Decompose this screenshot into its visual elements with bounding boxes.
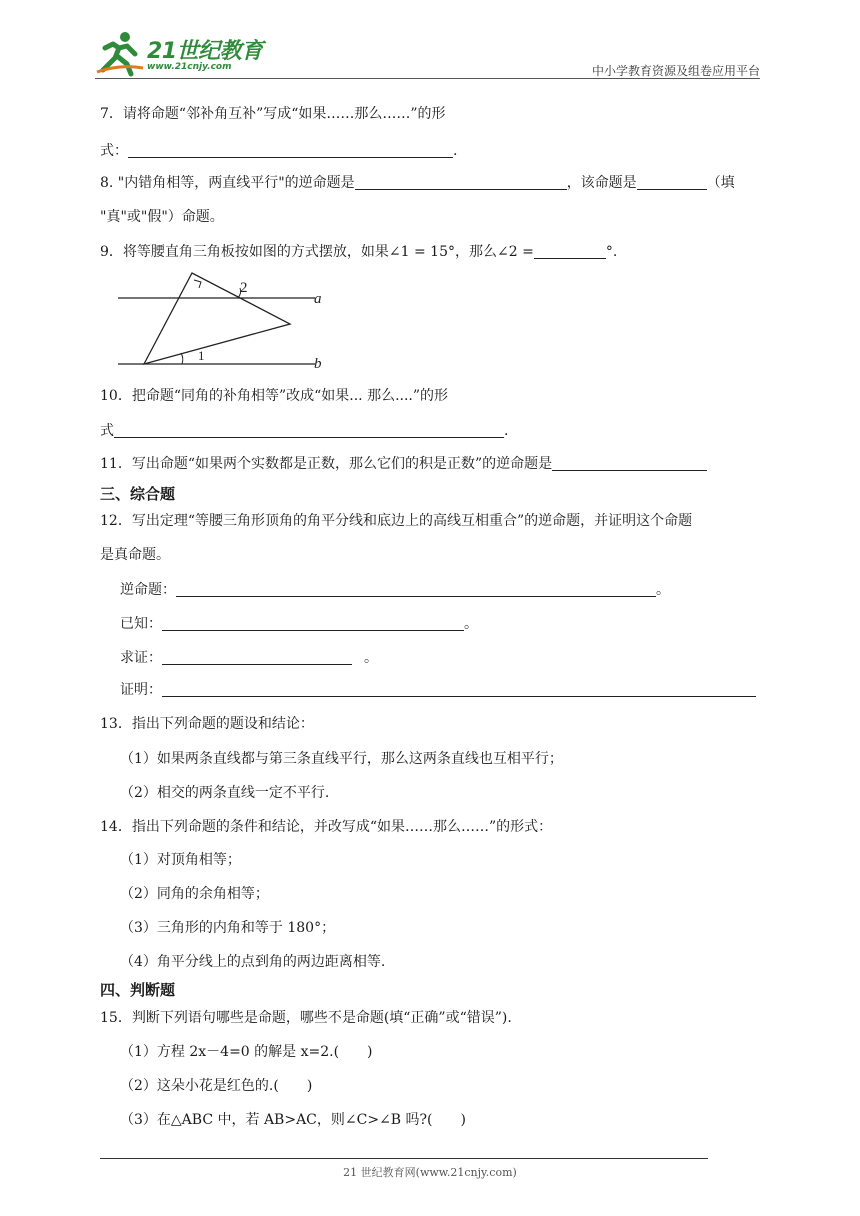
q10-answer-blank[interactable] (114, 422, 504, 438)
angle-1-arc (181, 353, 183, 364)
q12-inverse-blank[interactable] (176, 581, 656, 597)
q13-item-1: （1）如果两条直线都与第三条直线平行，那么这两条直线也互相平行； (120, 751, 563, 767)
question-13: 13．指出下列命题的题设和结论： (100, 716, 314, 732)
q12-inverse-suffix: 。 (656, 582, 670, 598)
triangle-figure (110, 268, 340, 373)
question-7-line-1: 7．请将命题“邻补角互补”写成“如果……那么……”的形 (100, 106, 446, 122)
logo-text: 21世纪教育 (147, 39, 263, 64)
q12-given-suffix: 。 (464, 616, 478, 632)
header-divider (95, 78, 760, 79)
q10-suffix: . (504, 423, 509, 439)
q7-answer-blank[interactable] (128, 142, 453, 158)
q14-item-3: （3）三角形的内角和等于 180°； (120, 920, 336, 936)
right-angle-mark (194, 280, 201, 288)
footer-divider (100, 1158, 708, 1159)
q9-suffix: °. (605, 244, 618, 260)
q12-given-row (120, 614, 478, 634)
q14-item-2: （2）同角的余角相等； (120, 886, 269, 902)
label-2: 2 (240, 280, 248, 296)
page-header (95, 28, 760, 80)
question-15: 15．判断下列语句哪些是命题，哪些不是命题(填“正确”或“错误”). (100, 1010, 512, 1026)
q14-item-1: （1）对顶角相等； (120, 852, 241, 868)
question-7-line-2 (100, 141, 457, 161)
question-8-line-2: "真"或"假"）命题。 (100, 209, 224, 225)
q12-proof-label: 证明： (120, 682, 162, 698)
q8-prefix: 8. "内错角相等，两直线平行"的逆命题是 (100, 175, 355, 191)
question-12-line-2: 是真命题。 (100, 547, 170, 563)
triangle-ruler (144, 273, 290, 364)
section-3-heading: 三、综合题 (100, 485, 176, 503)
q12-given-blank[interactable] (162, 615, 464, 631)
q9-prefix: 9．将等腰直角三角板按如图的方式摆放，如果∠1 = 15°，那么∠2 = (100, 244, 534, 260)
q12-proof-row (120, 680, 756, 700)
q11-text: 11．写出命题“如果两个实数都是正数，那么它们的积是正数”的逆命题是 (100, 456, 553, 472)
q12-inverse-label: 逆命题： (120, 582, 176, 598)
q14-item-4: （4）角平分线上的点到角的两边距离相等. (120, 954, 386, 970)
q12-inverse-row (120, 580, 670, 600)
q12-prove-label: 求证： (120, 650, 162, 666)
q7-suffix: . (453, 143, 458, 159)
q12-proof-blank[interactable] (162, 681, 756, 697)
q12-prove-suffix: 。 (364, 650, 378, 666)
q8-suffix: （填 (706, 175, 735, 191)
label-1: 1 (198, 348, 205, 363)
q15-item-3: （3）在△ABC 中，若 AB>AC，则∠C>∠B 吗?( ) (120, 1112, 466, 1128)
q15-item-1: （1）方程 2x－4=0 的解是 x=2.( ) (120, 1044, 373, 1060)
q12-given-label: 已知： (120, 616, 162, 632)
q15-item-2: （2）这朵小花是红色的.( ) (120, 1078, 313, 1094)
question-8-line-1 (100, 173, 735, 193)
label-b: b (314, 356, 322, 372)
question-10-line-1: 10．把命题“同角的补角相等”改成“如果... 那么....”的形 (100, 388, 449, 404)
q9-answer-blank[interactable] (534, 243, 606, 259)
section-4-heading: 四、判断题 (100, 981, 176, 999)
platform-title: 中小学教育资源及组卷应用平台 (591, 64, 760, 78)
q8-truth-blank[interactable] (637, 174, 707, 190)
question-9 (100, 242, 617, 262)
question-14: 14．指出下列命题的条件和结论，并改写成“如果……那么……”的形式： (100, 819, 553, 835)
question-11 (100, 454, 707, 474)
q7-prefix: 式： (100, 143, 128, 159)
logo-url: www.21cnjy.com (147, 62, 232, 72)
label-a: a (314, 291, 322, 307)
site-logo (95, 28, 265, 80)
q10-prefix: 式 (100, 423, 114, 439)
runner-logo-icon (95, 28, 145, 78)
q12-prove-blank[interactable] (162, 649, 352, 665)
question-12-line-1: 12．写出定理“等腰三角形顶角的角平分线和底边上的高线互相重合”的逆命题，并证明这个命题 (100, 513, 693, 529)
q11-answer-blank[interactable] (552, 455, 707, 471)
q8-mid: ，该命题是 (566, 175, 637, 191)
q13-item-2: （2）相交的两条直线一定不平行. (120, 785, 330, 801)
q8-inverse-blank[interactable] (355, 174, 567, 190)
question-10-line-2 (100, 421, 508, 441)
footer-text: 21 世纪教育网(www.21cnjy.com) (343, 1166, 517, 1179)
q12-prove-row (120, 648, 378, 668)
